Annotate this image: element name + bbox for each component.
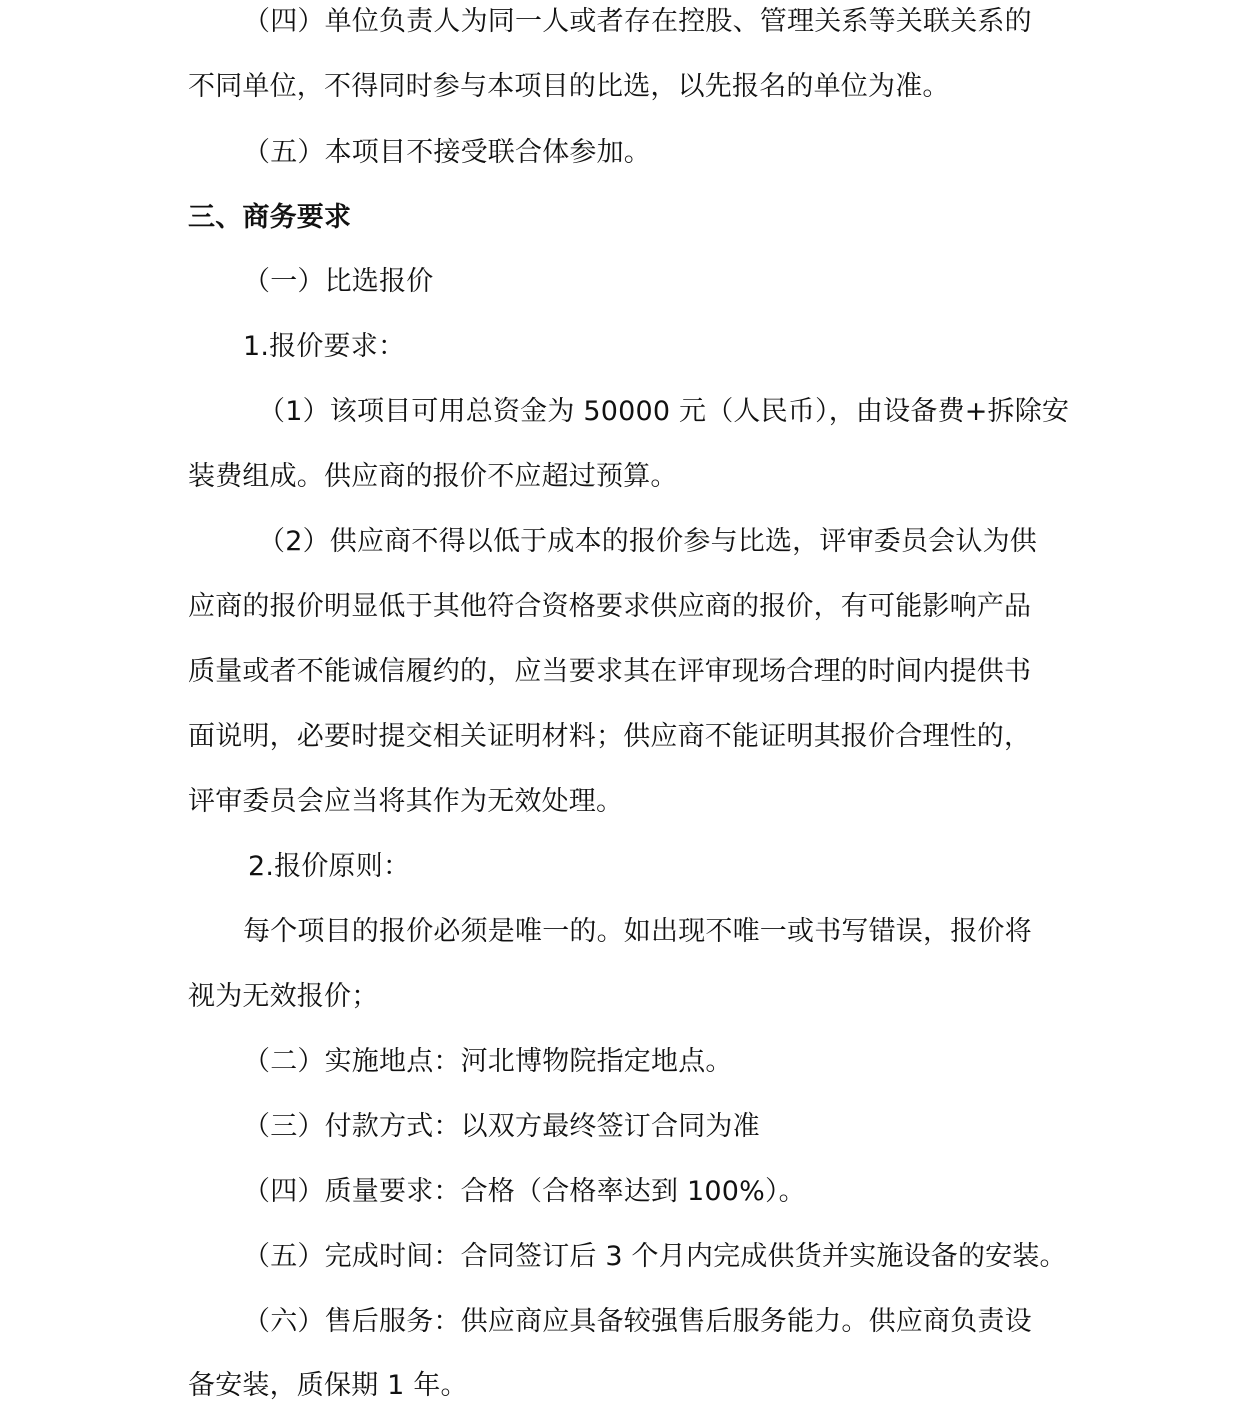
paragraph-line: （五）本项目不接受联合体参加。: [243, 137, 651, 168]
paragraph-line: 应商的报价明显低于其他符合资格要求供应商的报价，有可能影响产品: [188, 591, 1032, 622]
section-heading: 三、商务要求: [188, 202, 352, 233]
paragraph-line: 每个项目的报价必须是唯一的。如出现不唯一或书写错误，报价将: [243, 916, 1032, 947]
paragraph-line: 视为无效报价；: [188, 981, 379, 1012]
paragraph-line: 不同单位，不得同时参与本项目的比选，以先报名的单位为准。: [188, 71, 950, 102]
paragraph-line: （三）付款方式：以双方最终签订合同为准: [243, 1111, 760, 1142]
paragraph-line: （四）单位负责人为同一人或者存在控股、管理关系等关联关系的: [243, 6, 1032, 37]
item-heading: 1.报价要求：: [243, 331, 406, 362]
paragraph-line: 备安装，质保期 1 年。: [188, 1370, 468, 1401]
paragraph-line: （六）售后服务：供应商应具备较强售后服务能力。供应商负责设: [243, 1306, 1032, 1337]
item-heading: 2.报价原则：: [248, 851, 411, 882]
paragraph-line: （二）实施地点：河北博物院指定地点。: [243, 1046, 733, 1077]
paragraph-line: 装费组成。供应商的报价不应超过预算。: [188, 461, 678, 492]
paragraph-line: 评审委员会应当将其作为无效处理。: [188, 786, 624, 817]
paragraph-line: 面说明，必要时提交相关证明材料；供应商不能证明其报价合理性的，: [188, 721, 1032, 752]
paragraph-line: （五）完成时间：合同签订后 3 个月内完成供货并实施设备的安装。: [243, 1241, 1067, 1272]
paragraph-line: （四）质量要求：合格（合格率达到 100%）。: [243, 1176, 806, 1207]
paragraph-line: （2）供应商不得以低于成本的报价参与比选，评审委员会认为供: [258, 526, 1037, 557]
subsection-heading: （一）比选报价: [243, 266, 434, 297]
paragraph-line: （1）该项目可用总资金为 50000 元（人民币），由设备费+拆除安: [258, 396, 1070, 427]
paragraph-line: 质量或者不能诚信履约的，应当要求其在评审现场合理的时间内提供书: [188, 656, 1032, 687]
